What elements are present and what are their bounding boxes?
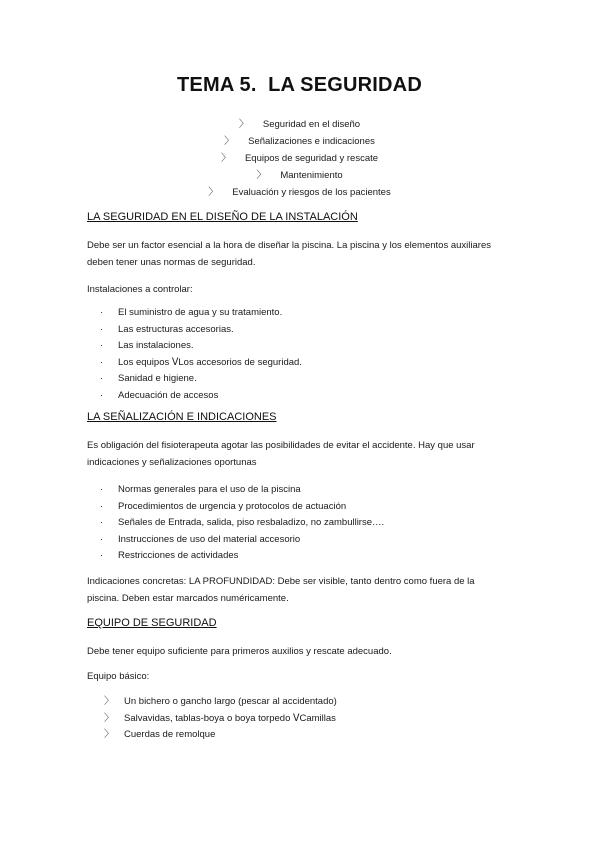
chevron-right-icon: 〉 bbox=[104, 696, 114, 707]
list-item-text: Señales de Entrada, salida, piso resbaladizo, no zambullirse…. bbox=[118, 517, 385, 528]
paragraph bbox=[87, 437, 527, 471]
section-heading-design-safety: LA SEGURIDAD EN EL DISEÑO DE LA INSTALACIÓN bbox=[87, 211, 358, 223]
bullet-dot-icon: · bbox=[100, 373, 103, 383]
bullet-dot-icon: · bbox=[100, 389, 103, 400]
list-item-text: Cuerdas de remolque bbox=[124, 729, 216, 740]
list-item-text: Las instalaciones. bbox=[118, 340, 194, 351]
list-item bbox=[100, 531, 384, 548]
bullet-list bbox=[100, 481, 384, 564]
list-item bbox=[100, 337, 302, 354]
list-item bbox=[100, 354, 302, 371]
bullet-dot-icon: · bbox=[100, 340, 103, 350]
list-item bbox=[104, 711, 337, 728]
paragraph: Equipo básico: bbox=[87, 671, 150, 682]
list-item-text: Procedimientos de urgencia y protocolos de actuación bbox=[118, 500, 347, 512]
paragraph-line: Debe ser un factor esencial a la hora de diseñar la piscina. La piscina y los elementos auxiliares bbox=[87, 240, 491, 251]
document-title: TEMA 5. LA SEGURIDAD bbox=[177, 74, 422, 96]
paragraph: Instalaciones a controlar: bbox=[87, 284, 193, 295]
list-item bbox=[100, 514, 384, 531]
chevron-list bbox=[104, 694, 337, 744]
chevron-right-icon: 〉 bbox=[238, 119, 249, 130]
topic-item bbox=[0, 150, 599, 167]
topic-item bbox=[0, 184, 599, 201]
list-item-text: Sanidad e higiene. bbox=[118, 373, 197, 384]
section-heading-signage: LA SEÑALIZACIÓN E INDICACIONES bbox=[87, 411, 277, 423]
list-item-text: Normas generales para el uso de la piscina bbox=[118, 484, 301, 495]
bullet-dot-icon: · bbox=[100, 500, 103, 511]
topic-item bbox=[0, 167, 599, 184]
bullet-dot-icon: · bbox=[100, 323, 103, 334]
bullet-list bbox=[100, 304, 302, 403]
topic-item bbox=[0, 116, 599, 133]
list-item bbox=[100, 481, 384, 498]
list-item bbox=[100, 321, 302, 338]
list-item bbox=[104, 694, 337, 711]
paragraph: Debe tener equipo suficiente para primeros auxilios y rescate adecuado. bbox=[87, 646, 392, 657]
paragraph-line: piscina. Deben estar marcados numéricamente. bbox=[87, 593, 289, 604]
paragraph bbox=[87, 237, 527, 271]
paragraph-line: Es obligación del fisioterapeuta agotar las posibilidades de evitar el accidente. Hay que usar bbox=[87, 440, 475, 451]
bullet-dot-icon: · bbox=[100, 533, 103, 544]
topic-item-label: Mantenimiento bbox=[280, 170, 343, 181]
bullet-dot-icon: · bbox=[100, 307, 103, 317]
topic-item-label: Evaluación y riesgos de los pacientes bbox=[232, 187, 391, 198]
section-heading-safety-equipment: EQUIPO DE SEGURIDAD bbox=[87, 617, 217, 629]
list-item-text: Adecuación de accesos bbox=[118, 389, 219, 401]
topic-item-label: Señalizaciones e indicaciones bbox=[248, 136, 375, 147]
list-item-text: Instrucciones de uso del material accesorio bbox=[118, 533, 301, 545]
list-item bbox=[104, 727, 337, 744]
topic-item-label: Seguridad en el diseño bbox=[262, 119, 361, 130]
list-item-text: Salvavidas, tablas-boya o boya torpedo ᐯCamillas bbox=[124, 712, 336, 724]
chevron-right-icon: 〉 bbox=[256, 170, 267, 181]
list-item bbox=[100, 387, 302, 404]
paragraph bbox=[87, 573, 527, 607]
chevron-right-icon: 〉 bbox=[208, 187, 219, 198]
topic-item bbox=[0, 133, 599, 150]
bullet-dot-icon: · bbox=[100, 356, 103, 367]
paragraph-line: deben tener unas normas de seguridad. bbox=[87, 257, 256, 268]
chevron-right-icon: 〉 bbox=[104, 729, 114, 740]
list-item bbox=[100, 547, 384, 564]
list-item-text: Restricciones de actividades bbox=[118, 550, 239, 561]
bullet-dot-icon: · bbox=[100, 517, 103, 527]
list-item-text: Un bichero o gancho largo (pescar al accidentado) bbox=[124, 696, 337, 707]
list-item-text: El suministro de agua y su tratamiento. bbox=[118, 307, 283, 318]
chevron-right-icon: 〉 bbox=[220, 153, 231, 164]
list-item bbox=[100, 498, 384, 515]
bullet-dot-icon: · bbox=[100, 484, 103, 494]
list-item bbox=[100, 304, 302, 321]
chevron-right-icon: 〉 bbox=[104, 712, 114, 724]
topic-item-label: Equipos de seguridad y rescate bbox=[244, 153, 379, 164]
list-item-text: Las estructuras accesorias. bbox=[118, 323, 234, 335]
list-item-text: Los equipos ᐯLos accesorios de seguridad. bbox=[118, 356, 302, 368]
list-item bbox=[100, 370, 302, 387]
chevron-right-icon: 〉 bbox=[224, 136, 235, 147]
bullet-dot-icon: · bbox=[100, 550, 103, 560]
topic-list bbox=[0, 116, 599, 201]
paragraph-line: Indicaciones concretas: LA PROFUNDIDAD: Debe ser visible, tanto dentro como fuera de la bbox=[87, 576, 475, 587]
paragraph-line: indicaciones y señalizaciones oportunas bbox=[87, 457, 257, 468]
